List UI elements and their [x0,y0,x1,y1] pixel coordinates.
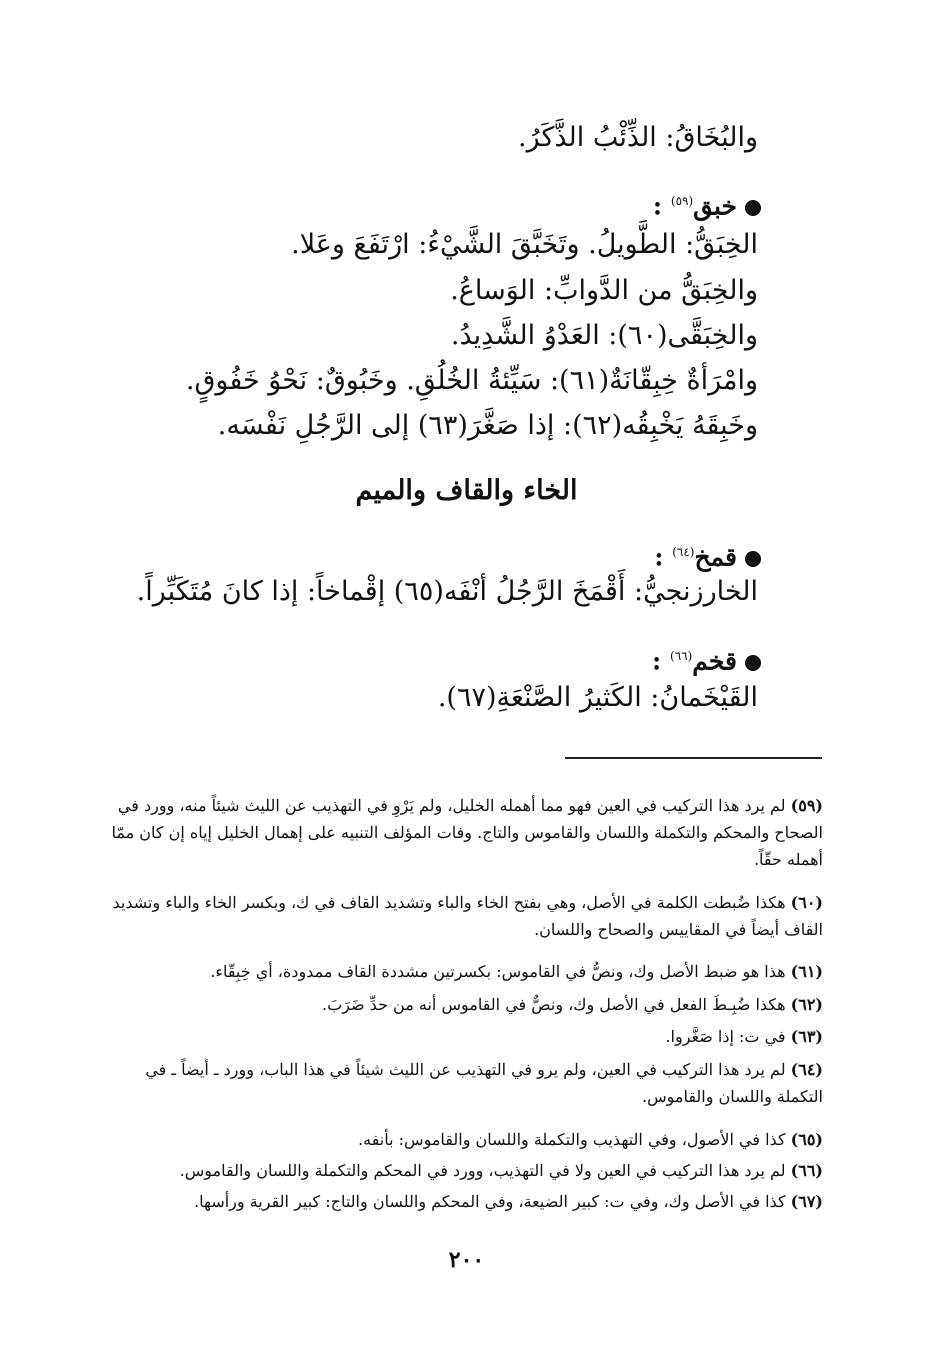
footnote-number: (٦٧) [790,1192,823,1211]
footnote-text: هذا هو ضبط الأصل وك، ونصُّ في القاموس: بكسرتين مشددة القاف ممدودة، أي خِبِقّاء. [210,962,786,981]
entry-line: وامْرَأةٌ خِبِقّانَةٌ(٦١): سَيِّئةُ الخُلُقِ. وخَبُوقٌ: نَحْوُ خَفُوقٍ. [185,365,758,396]
footnote-ref: (٦٤) [672,545,695,559]
entry-line: الخِبَقُّ: الطَّويلُ. وتَخَبَّقَ الشَّيْءُ: ارْتَفَعَ وعَلا. [291,229,758,260]
entry-heading-qakhm [461,638,761,679]
footnote [103,1188,823,1215]
footnote-number: (٦١) [790,962,823,981]
entry-heading-qamkh [461,534,761,575]
entry-word: قخم [692,646,737,676]
entry-heading-khabq [461,183,761,224]
entry-line: القَيْخَمانُ: الكَثيرُ الصَّنْعَةِ(٦٧). [437,682,758,713]
entry-colon: : [652,191,663,221]
footnote-number: (٦٤) [790,1060,823,1079]
footnote-separator [565,757,822,759]
entry-line: والخِبَقُّ من الدَّوابِّ: الوَساعُ. [450,275,758,306]
footnote-text: هكذا ضُبِـطَ الفعل في الأصل وك، ونصٌّ في القاموس أنه من حدِّ ضَرَبَ. [322,995,786,1014]
footnote-number: (٦٣) [790,1027,823,1046]
intro-line: والبُخَاقُ: الذِّئْبُ الذَّكَرُ. [518,122,758,153]
footnote-ref: (٥٩) [670,194,694,208]
footnote-text: لم يرد هذا التركيب في العين ولا في التهذيب، وورد في المحكم والتكملة واللسان والقاموس. [179,1161,786,1180]
bullet-icon [745,200,761,216]
entry-colon: : [654,542,664,572]
entry-line: والخِبَقَّى(٦٠): العَدْوُ الشَّدِيدُ. [450,320,758,351]
footnote-text: في ت: إذا صَغَّروا. [665,1027,786,1046]
footnote-number: (٥٩) [790,796,823,815]
footnote-text: كذا في الأصل وك، وفي ت: كبير الضيعة، وفي المحكم واللسان والتاج: كبير القرية ورأسها. [193,1192,786,1211]
footnote-ref: (٦٦) [670,649,693,663]
footnote-number: (٦٢) [790,995,823,1014]
footnote-number: (٦٦) [790,1161,823,1180]
bullet-icon [745,655,761,671]
footnote-number: (٦٠) [790,893,823,912]
footnote [103,1126,823,1153]
entry-word: خبق [693,191,737,221]
footnote [103,991,823,1018]
footnote [103,889,823,943]
footnote [103,792,823,873]
entry-line: وخَبِقَهُ يَخْبِقُه(٦٢): إذا صَغَّرَ(٦٣) إلى الرَّجُلِ نَفْسَه. [217,410,758,441]
footnote-text: لم يرد هذا التركيب في العين، ولم يرو في التهذيب عن الليث شيئاً في هذا الباب، وورد ـ أيضاً ـ في التكملة واللسان والقاموس. [145,1060,823,1106]
footnote [103,958,823,985]
entry-word: قمخ [694,542,737,572]
footnote-text: لم يرد هذا التركيب في العين فهو مما أهمله الخليل، ولم يَرْوِ في التهذيب عن الليث شيئاً منه، وورد في الصحاح والمحكم والتكملة واللسان والقاموس والتاج. وفات المؤلف التنبيه على إهمال الخليل إياه إن كان ممّا أهمله حقّاً. [111,796,823,869]
footnote [103,1056,823,1110]
entry-colon: : [652,646,662,676]
section-heading: الخاء والقاف والميم [355,475,578,506]
footnote [103,1023,823,1050]
footnote-number: (٦٥) [790,1130,823,1149]
bullet-icon [745,551,761,567]
entry-line: الخارزنجيُّ: أَقْمَخَ الرَّجُلُ أنْفَه(٦٥) إقْماخاً: إذا كانَ مُتَكَبِّراً. [136,576,758,607]
footnote-text: كذا في الأصول، وفي التهذيب والتكملة واللسان والقاموس: بأنفه. [358,1130,786,1149]
footnote [103,1157,823,1184]
page-number: ٢٠٠ [448,1247,485,1273]
footnote-text: هكذا ضُبطت الكلمة في الأصل، وهي بفتح الخاء والباء وتشديد القاف في ك، وبكسر الخاء والباء وتشديد القاف أيضاً في المقاييس والصحاح واللسان. [112,893,823,939]
